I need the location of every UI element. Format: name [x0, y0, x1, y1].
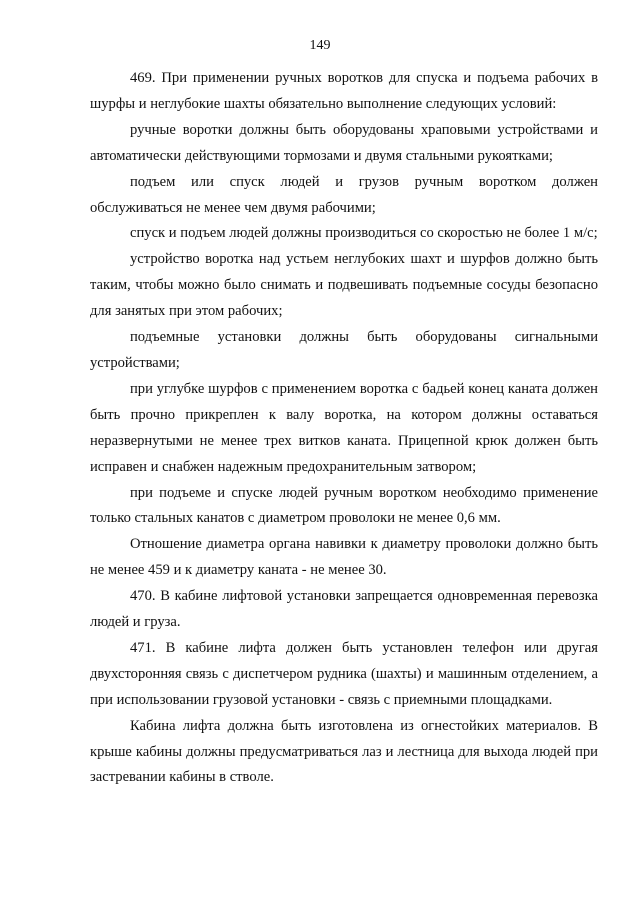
paragraph-condition-two-workers: подъем или спуск людей и грузов ручным воротком должен обслуживаться не менее чем двумя рабочими; [90, 173, 598, 216]
paragraph-condition-rope-end: при углубке шурфов с применением воротка с бадьей конец каната должен быть прочно прикреплен к валу воротка, на котором должны оставаться неразвернутыми не менее трех витков каната. Прицепной крюк должен быть исправен и снабжен надежным предохранительным затвором; [90, 380, 598, 475]
paragraph-diameter-ratio: Отношение диаметра органа навивки к диаметру проволоки должно быть не менее 459 и к диаметру каната - не менее 30. [90, 536, 598, 579]
paragraph-condition-steel-rope: при подъеме и спуске людей ручным воротком необходимо применение только стальных канатов с диаметром проволоки не менее 0,6 мм. [90, 484, 598, 527]
document-body [90, 66, 598, 791]
paragraph-cabin-materials: Кабина лифта должна быть изготовлена из огнестойких материалов. В крыше кабины должны предусматриваться лаз и лестница для выхода людей при застревании кабины в стволе. [90, 717, 598, 786]
paragraph-condition-ratchet: ручные воротки должны быть оборудованы храповыми устройствами и автоматически действующими тормозами и двумя стальными рукоятками; [90, 121, 598, 164]
paragraph-471: 471. В кабине лифта должен быть установлен телефон или другая двухсторонняя связь с диспетчером рудника (шахты) и машинным отделением, а при использовании грузовой установки - связь с приемными площадками. [90, 639, 598, 708]
paragraph-condition-winch-placement: устройство воротка над устьем неглубоких шахт и шурфов должно быть таким, чтобы можно было снимать и подвешивать подъемные сосуды безопасно для занятых при этом рабочих; [90, 251, 598, 320]
paragraph-469: 469. При применении ручных воротков для спуска и подъема рабочих в шурфы и неглубокие шахты обязательно выполнение следующих условий: [90, 70, 598, 112]
paragraph-470: 470. В кабине лифтовой установки запрещается одновременная перевозка людей и груза. [90, 588, 598, 631]
paragraph-condition-signals: подъемные установки должны быть оборудованы сигнальными устройствами; [90, 329, 598, 371]
paragraph-condition-speed: спуск и подъем людей должны производиться со скоростью не более 1 м/с; [130, 225, 598, 242]
page-number: 149 [309, 38, 331, 53]
